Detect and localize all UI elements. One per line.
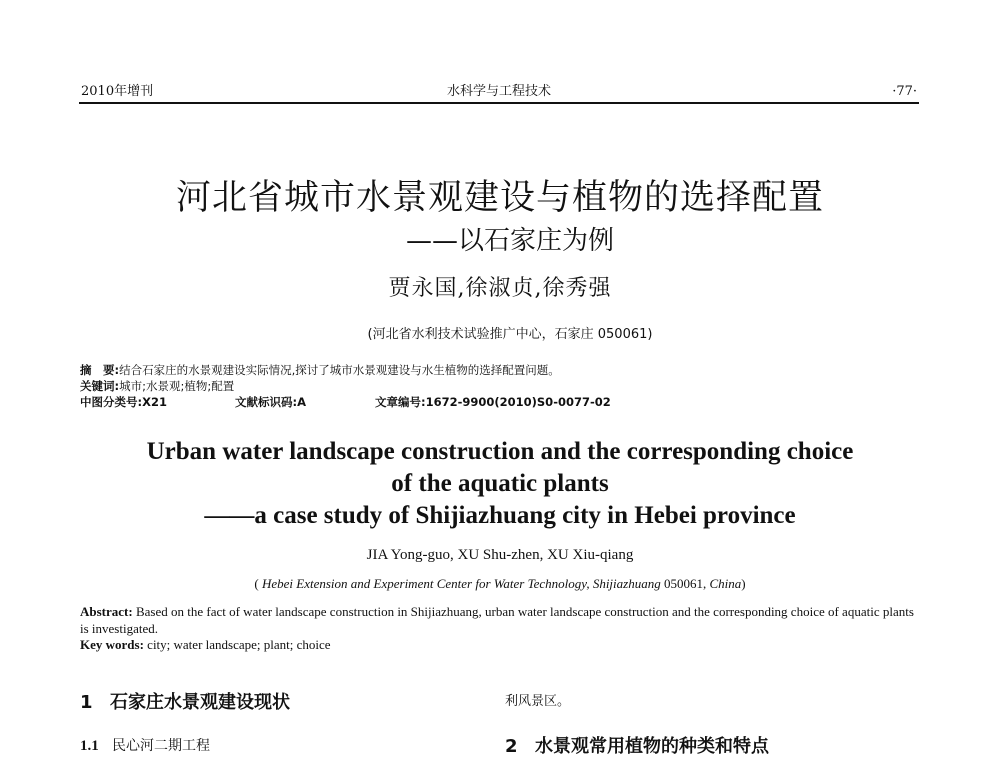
left-column-sub <box>80 735 480 755</box>
section-1-1-title: 民心河二期工程 <box>112 738 210 754</box>
abstract-cn <box>80 362 920 379</box>
affil-country: China <box>709 576 742 591</box>
section-1-title: 石家庄水景观建设现状 <box>110 692 290 713</box>
section-2-number: 2 <box>505 736 518 757</box>
abstract-cn-text: 结合石家庄的水景观建设实际情况,探讨了城市水景观建设与水生植物的选择配置问题。 <box>119 363 560 377</box>
section-2-heading <box>505 732 925 758</box>
page-number: ·77· <box>892 84 917 99</box>
right-column <box>505 690 925 709</box>
keywords-en <box>80 637 925 654</box>
keywords-cn-text: 城市;水景观;植物;配置 <box>119 379 235 393</box>
left-column <box>80 688 480 714</box>
section-1-heading <box>80 688 480 714</box>
title-en <box>0 436 1000 532</box>
affiliation-cn: (河北省水利技术试验推广中心，石家庄 050061) <box>367 327 653 342</box>
affil-institution: Hebei Extension and Experiment Center for Water Technology, Shijiazhuang <box>261 576 661 591</box>
affil-postcode: 050061, <box>660 576 710 591</box>
clc-number: 中图分类号:X21 <box>80 395 167 409</box>
section-1-1-number: 1.1 <box>80 738 99 754</box>
keywords-cn <box>80 378 920 395</box>
affiliation-en <box>0 576 1000 592</box>
affil-open: ( <box>254 576 262 591</box>
keywords-en-text: city; water landscape; plant; choice <box>143 637 331 652</box>
section-2-title: 水景观常用植物的种类和特点 <box>535 736 769 757</box>
title-en-line3: ——a case study of Shijiazhuang city in Hebei province <box>204 502 796 529</box>
classification-line <box>80 394 920 411</box>
abstract-en-label: Abstract: <box>80 604 133 619</box>
title-en-line1: Urban water landscape construction and the corresponding choice <box>146 438 854 465</box>
authors-cn: 贾永国,徐淑贞,徐秀强 <box>388 276 612 301</box>
subtitle-cn: ——以石家庄为例 <box>405 226 614 256</box>
section-1-number: 1 <box>80 692 93 713</box>
title-en-line2: of the aquatic plants <box>391 470 609 497</box>
running-header <box>79 80 919 104</box>
right-column-sub <box>505 732 925 758</box>
abstract-cn-label: 摘 要: <box>80 363 120 377</box>
article-number: 文章编号:1672-9900(2010)S0-0077-02 <box>375 395 611 409</box>
affil-close: ) <box>741 576 746 591</box>
section-1-1-heading <box>80 735 480 755</box>
keywords-cn-label: 关键词: <box>80 379 120 393</box>
abstract-en <box>80 604 925 654</box>
journal-name: 水科学与工程技术 <box>446 84 551 99</box>
keywords-en-label: Key words: <box>80 637 144 652</box>
document-code: 文献标识码:A <box>235 395 306 409</box>
journal-issue: 2010年增刊 <box>81 84 154 99</box>
abstract-en-text: Based on the fact of water landscape construction in Shijiazhuang, urban water landscape construction and the corresponding choice of aquatic plants is investigated. <box>80 604 914 636</box>
abstract-en-para <box>80 604 925 637</box>
title-cn: 河北省城市水景观建设与植物的选择配置 <box>175 178 824 218</box>
authors-en: JIA Yong-guo, XU Shu-zhen, XU Xiu-qiang <box>366 547 634 563</box>
continuation-text: 利风景区。 <box>505 694 571 709</box>
